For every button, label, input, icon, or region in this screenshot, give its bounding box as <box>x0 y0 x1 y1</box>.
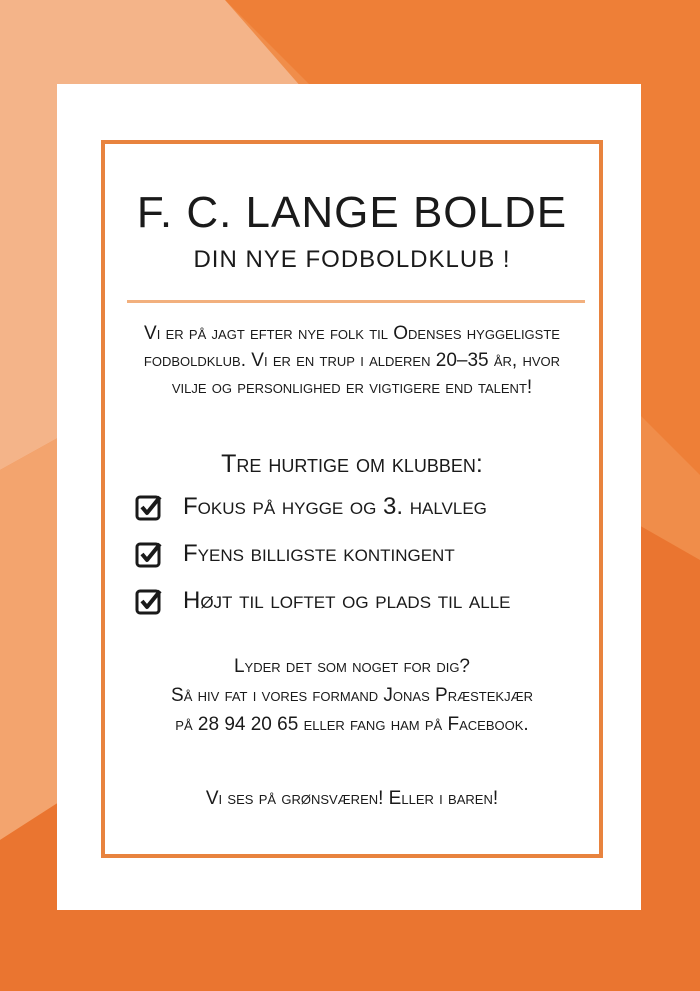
poster-card <box>57 84 641 910</box>
intro-text <box>105 320 599 401</box>
signoff-text: Vi ses på grønsværen! Eller i baren! <box>205 788 499 809</box>
checklist-item-text: Højt til loftet og plads til alle <box>183 587 511 614</box>
contact-line: på 28 94 20 65 eller fang ham på Facebook. <box>175 714 529 735</box>
poster-title: F. C. LANGE BOLDE <box>136 188 568 237</box>
checkbox-checked-icon <box>135 493 163 521</box>
list-heading: Tre hurtige om klubben: <box>221 450 483 478</box>
intro-line: fodboldklub. Vi er en trup i alderen 20–35 år, hvor <box>143 350 561 371</box>
poster-subtitle: DIN NYE FODBOLDKLUB ! <box>193 246 511 273</box>
intro-line: vilje og personlighed er vigtigere end talent! <box>171 377 533 398</box>
checklist-item <box>135 490 487 524</box>
poster-frame <box>101 140 603 858</box>
intro-line: Vi er på jagt efter nye folk til Odenses hyggeligste <box>144 323 560 344</box>
checkbox-checked-icon <box>135 540 163 568</box>
checklist-item <box>135 537 455 571</box>
checklist-item <box>135 584 511 618</box>
checkbox-checked-icon <box>135 587 163 615</box>
contact-text <box>105 652 599 739</box>
divider <box>127 300 585 303</box>
contact-line: Lyder det som noget for dig? <box>233 656 471 677</box>
checklist-item-text: Fyens billigste kontingent <box>183 540 455 567</box>
contact-line: Så hiv fat i vores formand Jonas Præstekjær <box>171 685 533 706</box>
checklist-item-text: Fokus på hygge og 3. halvleg <box>183 493 487 520</box>
